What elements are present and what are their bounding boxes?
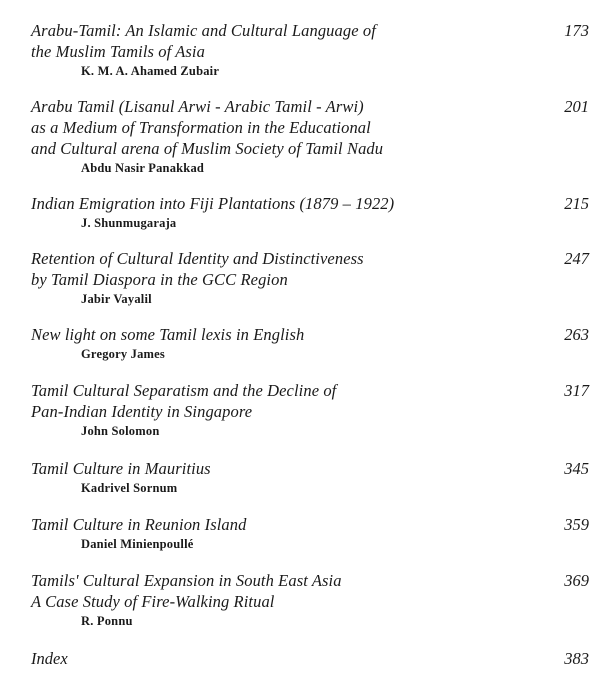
entry-author: John Solomon	[81, 424, 160, 438]
entry-title-line: and Cultural arena of Muslim Society of Tamil Nadu	[31, 139, 384, 158]
entry-author: Abdu Nasir Panakkad	[81, 161, 205, 175]
entry-author: Kadrivel Sornum	[81, 481, 178, 495]
entry-title-line: Tamil Culture in Reunion Island	[31, 515, 247, 534]
entry-author: Daniel Minienpoullé	[81, 537, 194, 551]
index-page-number: 383	[564, 649, 589, 668]
entry-page-number: 345	[564, 459, 589, 478]
entry-author: Gregory James	[81, 347, 165, 361]
index-title: Index	[31, 649, 68, 668]
entry-page-number: 317	[564, 381, 589, 400]
entry-page-number: 173	[564, 21, 589, 40]
toc-entry	[31, 248, 591, 308]
entry-title-line: New light on some Tamil lexis in English	[31, 325, 305, 344]
entry-page-number: 247	[564, 249, 589, 268]
entry-title-line: Tamils' Cultural Expansion in South East Asia	[31, 571, 342, 590]
entry-title-line: Tamil Cultural Separatism and the Decline of	[31, 381, 337, 400]
toc-entry	[31, 20, 591, 80]
toc-entry	[31, 514, 591, 553]
entry-page-number: 359	[564, 515, 589, 534]
entry-page-number: 263	[564, 325, 589, 344]
entry-author: R. Ponnu	[81, 614, 133, 628]
toc-entry	[31, 324, 591, 363]
entry-page-number: 201	[564, 97, 589, 116]
entry-title-line: Indian Emigration into Fiji Plantations (1879 – 1922)	[31, 194, 395, 213]
entry-author: K. M. A. Ahamed Zubair	[81, 64, 220, 78]
toc-entry	[31, 193, 591, 232]
entry-page-number: 369	[564, 571, 589, 590]
entry-title-line: Pan-Indian Identity in Singapore	[31, 402, 253, 421]
toc-entry	[31, 570, 591, 630]
entry-page-number: 215	[564, 194, 589, 213]
entry-title-line: Tamil Culture in Mauritius	[31, 459, 211, 478]
toc-entry	[31, 96, 591, 177]
toc-entry-index	[31, 648, 591, 669]
entry-title-line: the Muslim Tamils of Asia	[31, 42, 205, 61]
toc-entry	[31, 458, 591, 497]
entry-title-line: Retention of Cultural Identity and Distinctiveness	[31, 249, 364, 268]
entry-title-line: by Tamil Diaspora in the GCC Region	[31, 270, 288, 289]
entry-author: Jabir Vayalil	[81, 292, 152, 306]
toc-entry	[31, 380, 591, 440]
entry-title-line: A Case Study of Fire-Walking Ritual	[31, 592, 275, 611]
entry-author: J. Shunmugaraja	[81, 216, 177, 230]
entry-title-line: Arabu Tamil (Lisanul Arwi - Arabic Tamil - Arwi)	[31, 97, 364, 116]
entry-title-line: as a Medium of Transformation in the Educational	[31, 118, 371, 137]
entry-title-line: Arabu-Tamil: An Islamic and Cultural Language of	[31, 21, 376, 40]
